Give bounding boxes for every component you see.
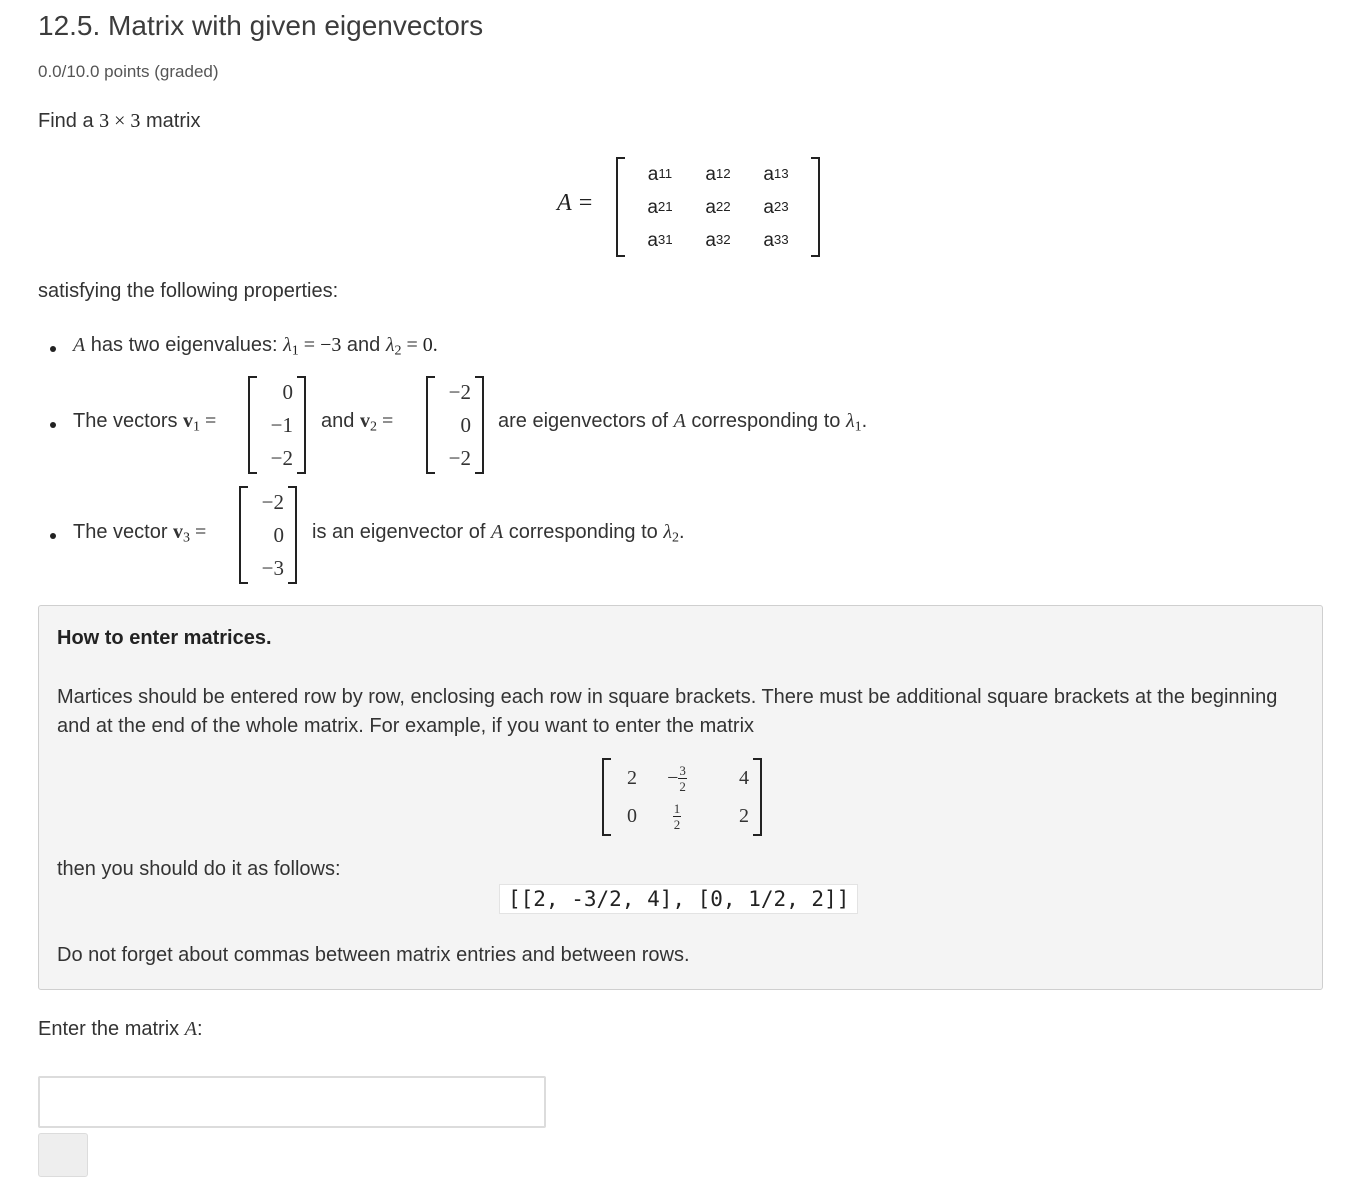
matrix-entry-a11: a 11 [647,163,673,185]
lambda2-symbol: λ [385,334,395,356]
numerator: 1 [673,800,681,816]
points-status: 0.0/10.0 points (graded) [38,62,219,81]
matrix-a-symbol: A = [557,190,594,216]
vector-v3 [239,486,297,584]
vector-entry: −3 [261,555,284,580]
property-v1-v2-suffix [498,410,867,436]
left-bracket [426,376,435,474]
matrix-entry-a31: a 31 [647,229,673,251]
fraction [673,802,682,831]
matrix-a-symbol: A [673,410,686,432]
v2-symbol: v [359,410,370,432]
matrix-entry-a12: a 12 [705,163,731,185]
find-matrix-text [38,110,200,133]
matrix-entry-a21: a 21 [647,196,673,218]
lambda1-subscript: 1 [291,343,299,359]
example-entry: 4 [739,767,749,789]
example-entry-fraction [649,759,705,797]
matrix-a-symbol: A [73,334,86,356]
equals-sign: = [376,410,394,432]
bullet-icon [50,422,56,428]
lambda1-symbol: λ [283,334,292,356]
colon: : [196,1018,203,1040]
lambda-symbol: λ [845,410,855,432]
property-text: has two eigenvalues: [85,334,284,356]
v3-symbol: v [173,521,184,543]
property-v3-suffix [312,521,685,547]
equals-sign: = [200,410,217,432]
right-bracket [475,376,484,474]
example-matrix [602,758,762,836]
matrix-entry-a32: a 32 [705,229,731,251]
and-text: and [341,334,386,356]
submit-button[interactable] [38,1133,88,1177]
answer-label [38,1018,203,1041]
matrix-entry-a23: a 23 [763,196,789,218]
vector-entry: −2 [448,379,471,404]
right-bracket [811,157,820,257]
and-text: and [321,410,360,432]
answer-label-text: Enter the matrix [38,1018,185,1040]
find-prefix: Find a [38,110,100,132]
matrix-entry-a13: a 13 [763,163,789,185]
matrix-a-symbol: A [184,1018,197,1040]
vector-v2 [426,376,484,474]
example-entry-fraction [649,797,705,835]
left-bracket [239,486,248,584]
vector-entry: −2 [448,445,471,470]
vector-entry: −2 [261,489,284,514]
answer-input[interactable] [38,1076,546,1128]
property-text: The vectors [73,410,184,432]
property-text: corresponding to [503,521,664,543]
problem-title: 12.5. Matrix with given eigenvectors [38,10,484,41]
bullet-icon [50,346,56,352]
property-text: corresponding to [685,410,846,432]
left-bracket [248,376,257,474]
period: . [861,410,868,432]
property-v2-label [321,410,393,436]
equals-sign: = [190,521,207,543]
lambda-subscript: 1 [854,419,862,435]
matrix-entry-a22: a 22 [705,196,731,218]
lambda2-value: = 0. [401,334,438,356]
lambda1-value: = −3 [298,334,342,356]
lambda-symbol: λ [663,521,672,543]
commas-note: Do not forget about commas between matrix entries and between rows. [57,944,690,966]
matrix-a [616,157,820,257]
matrix-entry-a33: a 33 [763,229,789,251]
right-bracket [753,758,762,836]
vector-entry: −1 [270,412,293,437]
help-body: Martices should be entered row by row, enclosing each row in square brackets. There must be additional square brackets at the beginning and at the end of the whole matrix. For example, if you want to enter the matrix [57,686,1278,737]
bullet-icon [50,533,56,539]
property-v1-label [73,410,216,436]
vector-entry: 0 [273,522,284,547]
v2-subscript: 2 [369,419,377,435]
find-dims: 3 × 3 [99,110,141,132]
right-bracket [297,376,306,474]
property-text: is an eigenvector of [312,521,491,543]
matrix-a-symbol: A [491,521,504,543]
find-suffix: matrix [140,110,201,132]
v1-symbol: v [183,410,194,432]
then-text: then you should do it as follows: [57,858,341,880]
lambda-subscript: 2 [672,530,679,546]
numerator: 3 [679,762,686,778]
right-bracket [288,486,297,584]
v1-subscript: 1 [193,419,201,435]
denominator: 2 [673,816,681,832]
left-bracket [616,157,625,257]
vector-entry: 0 [282,379,293,404]
left-bracket [602,758,611,836]
vector-entry: −2 [270,445,293,470]
property-text: The vector [73,521,174,543]
minus-sign: − [667,767,679,789]
example-entry: 2 [627,767,637,789]
code-example: [[2, -3/2, 4], [0, 1/2, 2]] [499,884,858,914]
period: . [679,521,685,543]
fraction [678,764,687,793]
property-text: are eigenvectors of [498,410,674,432]
denominator: 2 [679,778,686,794]
help-heading: How to enter matrices. [57,627,272,649]
property-eigenvalues [73,334,438,360]
satisfying-text: satisfying the following properties: [38,280,339,302]
property-v3-label [73,521,206,547]
vector-v1 [248,376,306,474]
v3-subscript: 3 [183,530,191,546]
matrix-a-lhs [557,190,593,217]
vector-entry: 0 [460,412,471,437]
example-entry: 0 [627,805,637,827]
lambda2-subscript: 2 [394,343,402,359]
example-entry: 2 [739,805,749,827]
